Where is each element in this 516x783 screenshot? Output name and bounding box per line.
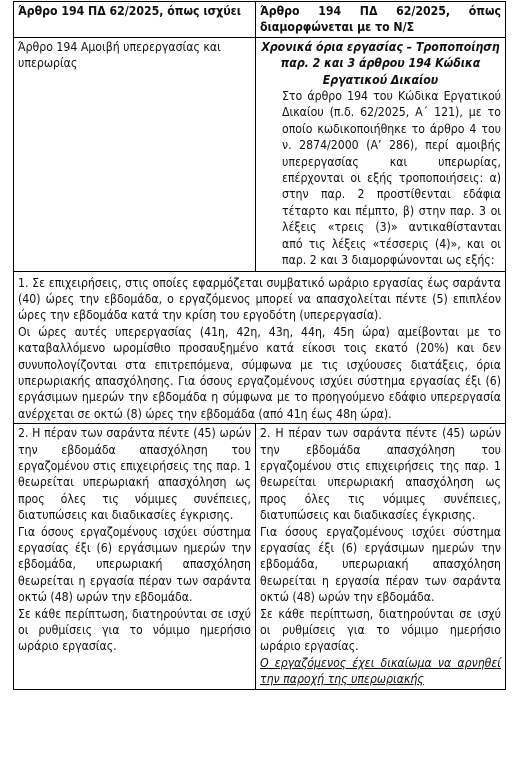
header-current-law-text: Άρθρο 194 ΠΔ 62/2025, όπως ισχύει [18, 4, 241, 18]
paragraph-1-row [14, 271, 506, 424]
current-paragraph-2-daily-hours-text: Σε κάθε περίπτωση, διατηρούνται σε ισχύ οι ρυθμίσεις για το νόμιμο ημερήσιο ωράριο εργασίας. [18, 606, 251, 654]
amended-paragraph-2-cell [256, 424, 506, 690]
header-current-law [14, 2, 256, 38]
paragraph-1-overtime-text: Οι ώρες αυτές υπερεργασίας (41η, 42η, 43η, 44η, 45η ώρα) αμείβονται με το καταβαλλόμενο ωρομίσθιο προσαυξημένο κατά είκοσι τοις εκατό (20%) και δεν συνυπολογίζονται στα επιτρεπόμενα, σύμφωνα με τις ισχύουσες διατάξεις, όρια υπερωριακής απασχόλησης. Για όσους εργαζομένους ισχύει σύστημα εργασίας έξι (6) εργάσιμων ημερών την εβδομάδα η σύμφωνα με το προηγούμενο εδάφιο υπερεργασία ανέρχεται σε οκτώ (8) ώρες την εβδομάδα (από 41η έως 48η ώρα). [18, 324, 501, 421]
header-amended-law [256, 2, 506, 38]
current-paragraph-2-six-day-text: Για όσους εργαζομένους ισχύει σύστημα εργασίας έξι (6) εργάσιμων ημερών την εβδομάδα, υπερωριακή απασχόληση θεωρείται η εργασία πέραν των σαράντα οκτώ (48) ωρών την εβδομάδα. [18, 524, 251, 605]
current-article-title-cell [14, 37, 256, 271]
header-amended-law-text: Άρθρο 194 ΠΔ 62/2025, όπως διαμορφώνεται με το Ν/Σ [260, 4, 501, 35]
amended-paragraph-2-refusal-text: Ο εργαζόμενος έχει δικαίωμα να αρνηθεί την παροχή της υπερωριακής [260, 655, 501, 687]
comparison-table [13, 1, 506, 690]
paragraph-1-cell [14, 271, 506, 424]
amended-article-cell [256, 37, 506, 271]
current-paragraph-2-text: 2. Η πέραν των σαράντα πέντε (45) ωρών την εβδομάδα απασχόληση του εργαζομένου στις επιχειρήσεις της παρ. 1 θεωρείται υπερωριακή απασχόληση ως προς όλες τις νόμιμες συνέπειες, διατυπώσεις και διαδικασίες έγκρισης. [18, 426, 251, 523]
amended-article-title: Χρονικά όρια εργασίας – Τροποποίηση παρ. 2 και 3 άρθρου 194 Κώδικα Εργατικού Δικαίου [261, 39, 500, 87]
current-article-title: Άρθρο 194 Αμοιβή υπερεργασίας και υπερωρίας [18, 39, 221, 71]
paragraph-1-text: 1. Σε επιχειρήσεις, στις οποίες εφαρμόζεται συμβατικό ωράριο εργασίας έως σαράντα (40) ώρες την εβδομάδα, ο εργαζόμενος μπορεί να απασχολείται πέντε (5) επιπλέον ώρες την εβδομάδα κατά την κρίση του εργοδότη (υπερεργασία). [18, 275, 501, 323]
amended-paragraph-2-text: 2. Η πέραν των σαράντα πέντε (45) ωρών την εβδομάδα απασχόληση του εργαζομένου στις επιχειρήσεις της παρ. 1 θεωρείται υπερωριακή απασχόληση ως προς όλες τις νόμιμες συνέπειες, διατυπώσεις και διαδικασίες έγκρισης. [260, 426, 501, 523]
table-header-row [14, 2, 506, 38]
current-paragraph-2-cell [14, 424, 256, 690]
article-title-row [14, 37, 506, 271]
amended-paragraph-2-six-day-text: Για όσους εργαζομένους ισχύει σύστημα εργασίας έξι (6) εργάσιμων ημερών την εβδομάδα, υπερωριακή απασχόληση θεωρείται η εργασία πέραν των σαράντα οκτώ (48) ωρών την εβδομάδα. [260, 524, 501, 605]
paragraph-2-row [14, 424, 506, 690]
amended-paragraph-2-daily-hours-text: Σε κάθε περίπτωση, διατηρούνται σε ισχύ οι ρυθμίσεις για το νόμιμο ημερήσιο ωράριο εργασίας. [260, 606, 501, 654]
amended-article-intro: Στο άρθρο 194 του Κώδικα Εργατικού Δικαίου (π.δ. 62/2025, Α΄ 121), με το οποίο κωδικοποιήθηκε το άρθρο 4 του ν. 2874/2000 (Α’ 286), περί αμοιβής υπερεργασίας και υπερωρίας, επέρχονται οι εξής τροποποιήσεις: α) στην παρ. 2 προστίθενται εδάφια τέταρτο και πέμπτο, β) στην παρ. 3 οι λέξεις «τρεις (3)» αντικαθίστανται από τις λέξεις «τέσσερις (4)», και οι παρ. 2 και 3 διαμορφώνονται ως εξής: [282, 89, 501, 268]
